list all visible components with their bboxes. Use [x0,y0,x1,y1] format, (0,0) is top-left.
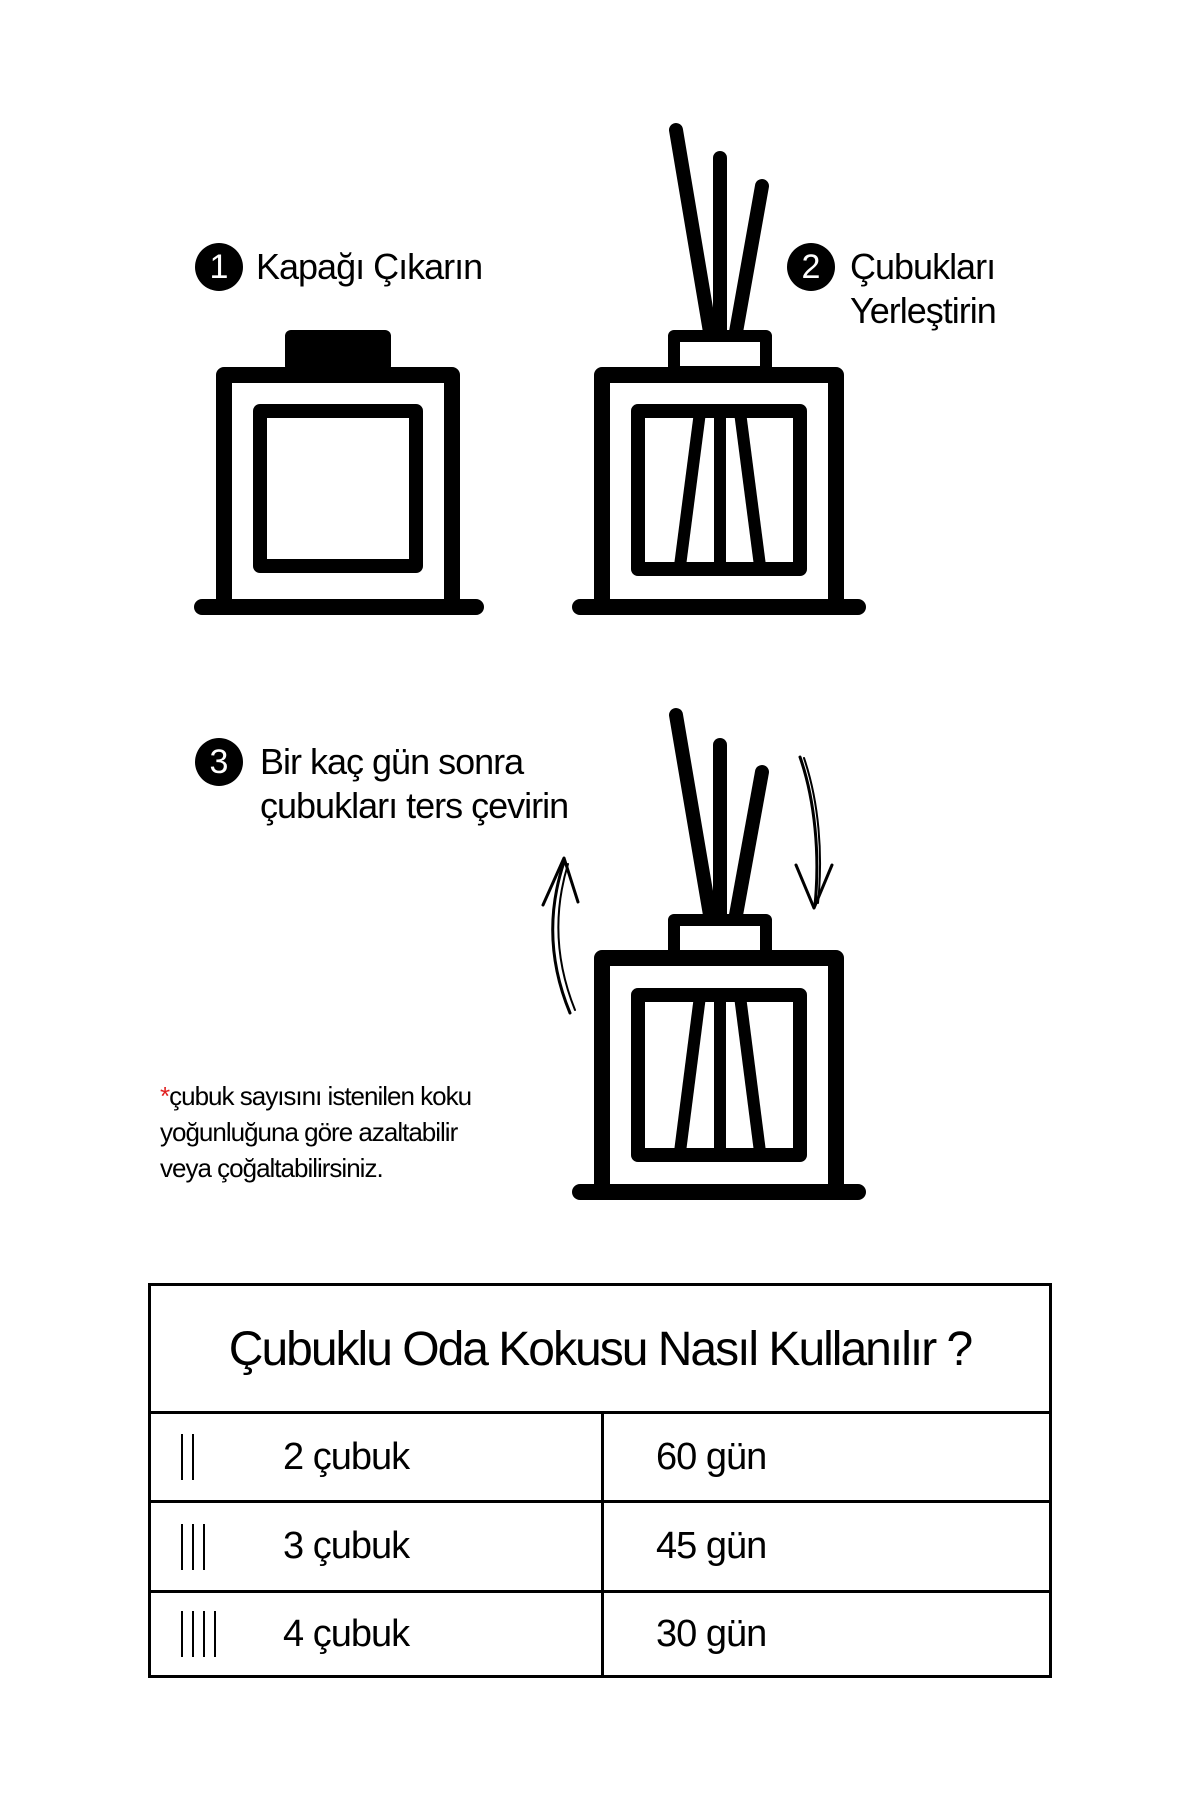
usage-table [148,1283,1052,1678]
stick-count: 3 çubuk [283,1525,410,1567]
stick-marks-4 [181,1593,216,1675]
table-title: Çubuklu Oda Kokusu Nasıl Kullanılır ? [151,1286,1049,1414]
note-asterisk: * [160,1081,170,1111]
step-3-label-line2: çubukları ters çevirin [260,785,569,826]
note-line-1: çubuk sayısını istenilen koku [169,1081,472,1111]
step-1-label: Kapağı Çıkarın [256,246,483,287]
table-row [151,1593,1049,1675]
duration-days: 30 gün [656,1612,767,1655]
duration-days: 45 gün [656,1525,767,1567]
note-line-2: yoğunluğuna göre azaltabilir [160,1117,458,1147]
stick-marks-3 [181,1503,205,1590]
table-row [151,1503,1049,1593]
stick-count: 2 çubuk [283,1435,410,1478]
step-2-label-line2: Yerleştirin [850,290,996,331]
step-1-number: 1 [195,243,243,291]
stick-count-note [160,1078,471,1186]
table-row [151,1414,1049,1503]
step-2-number: 2 [787,243,835,291]
duration-days: 60 gün [656,1435,767,1478]
step-3-number: 3 [195,738,243,786]
step-3-label-line1: Bir kaç gün sonra [260,741,524,782]
step-2-label-line1: Çubukları [850,246,996,287]
stick-count: 4 çubuk [283,1612,410,1655]
note-line-3: veya çoğaltabilirsiniz. [160,1153,383,1183]
stick-marks-2 [181,1414,194,1500]
